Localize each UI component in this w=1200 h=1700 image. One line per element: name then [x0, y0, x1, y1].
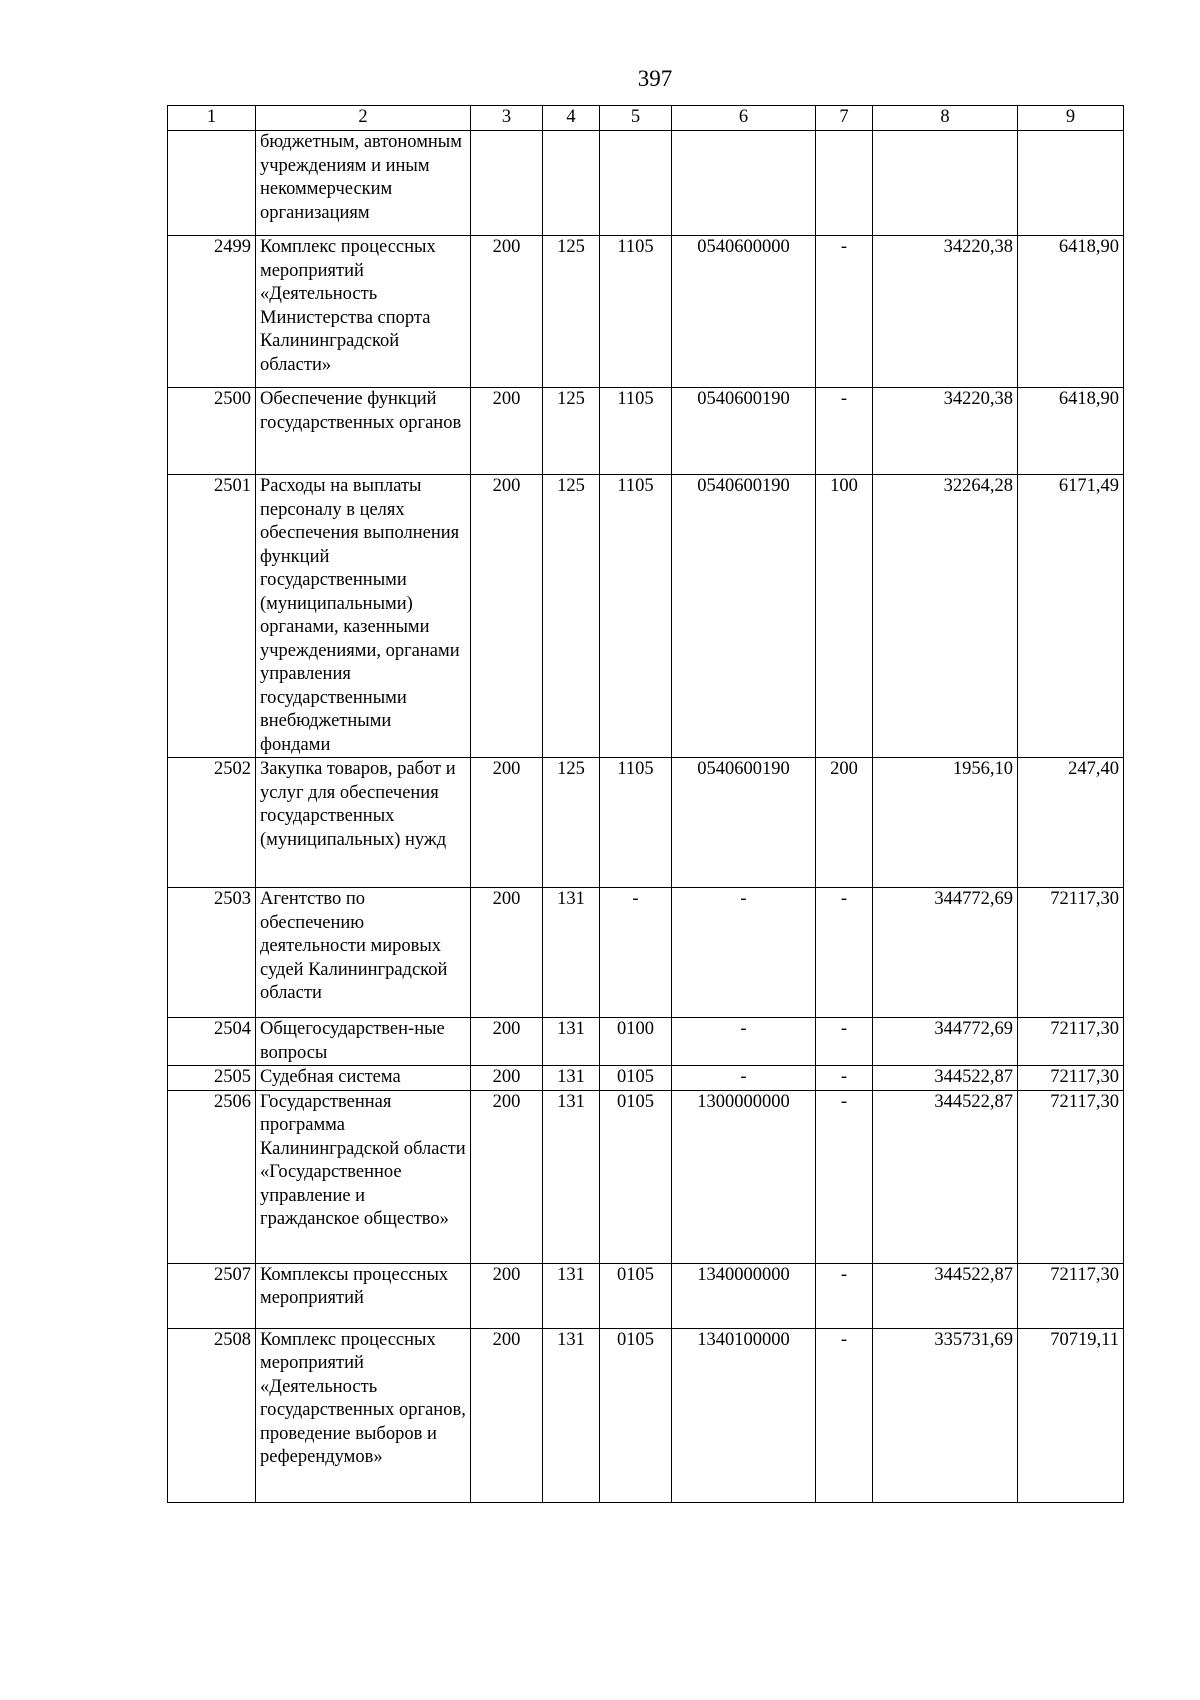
admin-code-cell: 200 — [471, 758, 543, 888]
amount-col-9-cell: 70719,11 — [1018, 1328, 1124, 1502]
row-name-cell: Расходы на выплаты персоналу в целях обеспечения выполнения функций государственными (муниципальными) органами, казенными учреждениями, органами управления государственными внебюджетными фондами — [256, 475, 471, 758]
header-col-3: 3 — [471, 106, 543, 131]
expense-type-cell: - — [816, 1090, 873, 1263]
expense-type-cell: 200 — [816, 758, 873, 888]
expense-type-cell — [816, 131, 873, 236]
target-article-cell: 0540600000 — [672, 236, 816, 388]
table-header-row — [168, 106, 1124, 131]
amount-col-8-cell: 344522,87 — [873, 1263, 1018, 1328]
amount-col-9-cell: 72117,30 — [1018, 888, 1124, 1018]
header-col-7: 7 — [816, 106, 873, 131]
section-code-cell: 1105 — [600, 236, 672, 388]
row-number-cell: 2499 — [168, 236, 256, 388]
admin-code-cell: 200 — [471, 888, 543, 1018]
row-name-cell: Государственная программа Калининградской области «Государственное управление и гражданское общество» — [256, 1090, 471, 1263]
expense-type-cell: - — [816, 1328, 873, 1502]
target-article-cell: 0540600190 — [672, 475, 816, 758]
amount-col-8-cell: 335731,69 — [873, 1328, 1018, 1502]
expense-type-cell: - — [816, 1018, 873, 1066]
row-name-cell: Агентство по обеспечению деятельности мировых судей Калининградской области — [256, 888, 471, 1018]
amount-col-9-cell: 72117,30 — [1018, 1018, 1124, 1066]
target-article-cell — [672, 131, 816, 236]
admin-code-cell — [471, 131, 543, 236]
table-row — [168, 1018, 1124, 1066]
amount-col-8-cell — [873, 131, 1018, 236]
row-name-cell: бюджетным, автономным учреждениям и иным некоммерческим организациям — [256, 131, 471, 236]
row-number-cell — [168, 131, 256, 236]
table-row — [168, 475, 1124, 758]
expense-type-cell: - — [816, 888, 873, 1018]
ministry-code-cell: 125 — [543, 475, 600, 758]
section-code-cell: - — [600, 888, 672, 1018]
section-code-cell: 0105 — [600, 1090, 672, 1263]
table-row — [168, 888, 1124, 1018]
row-name-cell: Комплекс процессных мероприятий «Деятельность государственных органов, проведение выборов и референдумов» — [256, 1328, 471, 1502]
header-col-1: 1 — [168, 106, 256, 131]
header-col-5: 5 — [600, 106, 672, 131]
row-number-cell: 2501 — [168, 475, 256, 758]
expense-type-cell: - — [816, 236, 873, 388]
amount-col-9-cell: 72117,30 — [1018, 1263, 1124, 1328]
row-number-cell: 2502 — [168, 758, 256, 888]
admin-code-cell: 200 — [471, 388, 543, 475]
row-name-cell: Общегосударствен-ные вопросы — [256, 1018, 471, 1066]
row-name-cell: Судебная система — [256, 1066, 471, 1091]
table-row — [168, 1090, 1124, 1263]
table-row — [168, 236, 1124, 388]
target-article-cell: 1340000000 — [672, 1263, 816, 1328]
admin-code-cell: 200 — [471, 236, 543, 388]
amount-col-9-cell: 72117,30 — [1018, 1090, 1124, 1263]
amount-col-8-cell: 34220,38 — [873, 388, 1018, 475]
ministry-code-cell: 131 — [543, 888, 600, 1018]
row-number-cell: 2503 — [168, 888, 256, 1018]
ministry-code-cell: 131 — [543, 1090, 600, 1263]
budget-table — [167, 105, 1124, 1503]
section-code-cell: 0100 — [600, 1018, 672, 1066]
header-col-8: 8 — [873, 106, 1018, 131]
amount-col-9-cell — [1018, 131, 1124, 236]
ministry-code-cell: 125 — [543, 758, 600, 888]
amount-col-9-cell: 6171,49 — [1018, 475, 1124, 758]
expense-type-cell: - — [816, 1066, 873, 1091]
amount-col-8-cell: 344772,69 — [873, 888, 1018, 1018]
admin-code-cell: 200 — [471, 1328, 543, 1502]
row-number-cell: 2506 — [168, 1090, 256, 1263]
ministry-code-cell: 125 — [543, 236, 600, 388]
table-row — [168, 1066, 1124, 1091]
row-name-cell: Обеспечение функций государственных органов — [256, 388, 471, 475]
table-row — [168, 388, 1124, 475]
section-code-cell: 1105 — [600, 475, 672, 758]
section-code-cell: 1105 — [600, 758, 672, 888]
row-name-cell: Закупка товаров, работ и услуг для обеспечения государственных (муниципальных) нужд — [256, 758, 471, 888]
target-article-cell: 1340100000 — [672, 1328, 816, 1502]
row-number-cell: 2508 — [168, 1328, 256, 1502]
admin-code-cell: 200 — [471, 1263, 543, 1328]
amount-col-8-cell: 344522,87 — [873, 1090, 1018, 1263]
amount-col-9-cell: 6418,90 — [1018, 388, 1124, 475]
expense-type-cell: - — [816, 1263, 873, 1328]
section-code-cell: 0105 — [600, 1066, 672, 1091]
admin-code-cell: 200 — [471, 1066, 543, 1091]
ministry-code-cell: 131 — [543, 1263, 600, 1328]
table-body — [168, 131, 1124, 1503]
section-code-cell — [600, 131, 672, 236]
admin-code-cell: 200 — [471, 475, 543, 758]
amount-col-8-cell: 344522,87 — [873, 1066, 1018, 1091]
section-code-cell: 1105 — [600, 388, 672, 475]
row-name-cell: Комплекс процессных мероприятий «Деятельность Министерства спорта Калининградской области» — [256, 236, 471, 388]
ministry-code-cell: 131 — [543, 1018, 600, 1066]
amount-col-8-cell: 32264,28 — [873, 475, 1018, 758]
target-article-cell: - — [672, 1066, 816, 1091]
amount-col-8-cell: 1956,10 — [873, 758, 1018, 888]
expense-type-cell: - — [816, 388, 873, 475]
row-number-cell: 2500 — [168, 388, 256, 475]
row-number-cell: 2504 — [168, 1018, 256, 1066]
ministry-code-cell — [543, 131, 600, 236]
amount-col-8-cell: 34220,38 — [873, 236, 1018, 388]
row-number-cell: 2507 — [168, 1263, 256, 1328]
ministry-code-cell: 131 — [543, 1328, 600, 1502]
amount-col-9-cell: 72117,30 — [1018, 1066, 1124, 1091]
amount-col-9-cell: 247,40 — [1018, 758, 1124, 888]
target-article-cell: 0540600190 — [672, 388, 816, 475]
page-number: 397 — [637, 66, 673, 91]
target-article-cell: - — [672, 1018, 816, 1066]
target-article-cell: - — [672, 888, 816, 1018]
admin-code-cell: 200 — [471, 1090, 543, 1263]
admin-code-cell: 200 — [471, 1018, 543, 1066]
ministry-code-cell: 125 — [543, 388, 600, 475]
table-row — [168, 1263, 1124, 1328]
header-col-2: 2 — [256, 106, 471, 131]
amount-col-8-cell: 344772,69 — [873, 1018, 1018, 1066]
header-col-4: 4 — [543, 106, 600, 131]
table-row — [168, 758, 1124, 888]
amount-col-9-cell: 6418,90 — [1018, 236, 1124, 388]
table-row — [168, 131, 1124, 236]
section-code-cell: 0105 — [600, 1263, 672, 1328]
table-row — [168, 1328, 1124, 1502]
row-number-cell: 2505 — [168, 1066, 256, 1091]
header-col-9: 9 — [1018, 106, 1124, 131]
section-code-cell: 0105 — [600, 1328, 672, 1502]
row-name-cell: Комплексы процессных мероприятий — [256, 1263, 471, 1328]
expense-type-cell: 100 — [816, 475, 873, 758]
ministry-code-cell: 131 — [543, 1066, 600, 1091]
target-article-cell: 1300000000 — [672, 1090, 816, 1263]
header-col-6: 6 — [672, 106, 816, 131]
target-article-cell: 0540600190 — [672, 758, 816, 888]
